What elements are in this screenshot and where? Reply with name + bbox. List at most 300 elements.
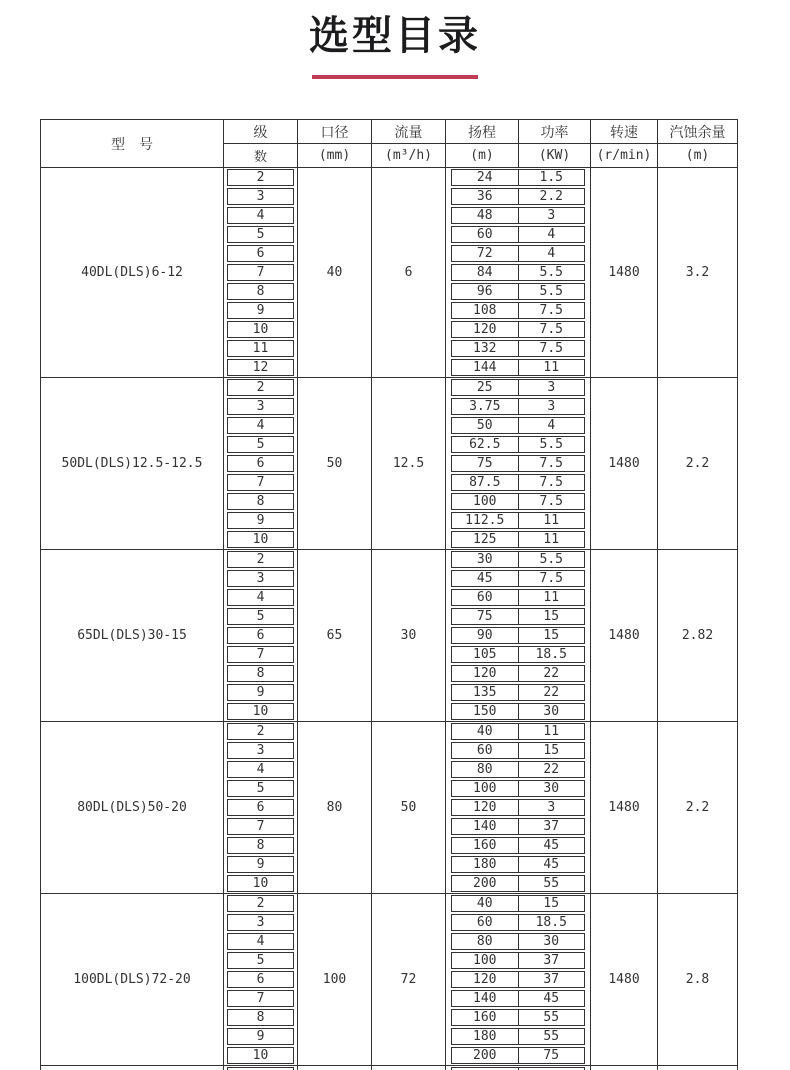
stage-value: 6	[227, 799, 294, 816]
power-value: 2.2	[519, 188, 586, 205]
stage-value: 12	[227, 359, 294, 376]
power-cell	[519, 970, 591, 989]
power-value: 11	[519, 531, 586, 548]
head-cell	[446, 168, 519, 188]
stage-value: 2	[227, 723, 294, 740]
stage-value: 7	[227, 474, 294, 491]
power-value: 11	[519, 359, 586, 376]
stage-value: 7	[227, 818, 294, 835]
power-cell	[519, 951, 591, 970]
stage-cell	[224, 473, 298, 492]
stage-value: 10	[227, 531, 294, 548]
power-value: 15	[519, 742, 586, 759]
head-cell	[446, 550, 519, 570]
stage-value: 4	[227, 761, 294, 778]
head-value: 135	[451, 684, 519, 701]
stage-cell	[224, 378, 298, 398]
stage-cell	[224, 683, 298, 702]
header-npsh-unit: (m)	[658, 144, 738, 168]
diameter-cell: 50	[298, 378, 372, 550]
head-cell	[446, 397, 519, 416]
head-cell	[446, 225, 519, 244]
model-cell: 100DL(DLS)72-20	[41, 894, 224, 1066]
table-header	[41, 120, 738, 168]
power-cell	[519, 607, 591, 626]
power-cell	[519, 1027, 591, 1046]
power-value: 30	[519, 780, 586, 797]
power-cell	[519, 263, 591, 282]
head-cell	[446, 645, 519, 664]
power-value: 4	[519, 226, 586, 243]
stage-cell	[224, 320, 298, 339]
table-row	[41, 168, 738, 188]
power-cell	[519, 569, 591, 588]
stage-value: 5	[227, 952, 294, 969]
stage-cell	[224, 932, 298, 951]
head-cell	[446, 492, 519, 511]
head-cell	[446, 588, 519, 607]
head-value: 100	[451, 952, 519, 969]
stage-cell	[224, 645, 298, 664]
head-cell	[446, 473, 519, 492]
stage-cell	[224, 894, 298, 914]
stage-value: 2	[227, 551, 294, 568]
stage-cell	[224, 989, 298, 1008]
model-section	[41, 550, 738, 722]
stage-value: 8	[227, 493, 294, 510]
head-cell	[446, 358, 519, 378]
power-value: 5.5	[519, 436, 586, 453]
power-value: 3	[519, 799, 586, 816]
head-cell	[446, 798, 519, 817]
head-value: 150	[451, 703, 519, 720]
head-value: 30	[451, 551, 519, 568]
power-cell	[519, 511, 591, 530]
head-cell	[446, 1027, 519, 1046]
head-value: 80	[451, 933, 519, 950]
power-cell	[519, 550, 591, 570]
stage-value: 6	[227, 627, 294, 644]
stage-cell	[224, 301, 298, 320]
head-value: 40	[451, 895, 519, 912]
stage-value: 11	[227, 340, 294, 357]
power-cell	[519, 301, 591, 320]
power-cell	[519, 187, 591, 206]
model-section	[41, 894, 738, 1066]
power-value: 5.5	[519, 264, 586, 281]
power-cell	[519, 454, 591, 473]
head-cell	[446, 989, 519, 1008]
power-value: 37	[519, 952, 586, 969]
flow-cell: 50	[372, 722, 446, 894]
stage-value: 8	[227, 1009, 294, 1026]
head-cell	[446, 530, 519, 550]
page-title: 选型目录	[309, 14, 481, 58]
stage-cell	[224, 817, 298, 836]
head-cell	[446, 244, 519, 263]
model-cell: 65DL(DLS)30-15	[41, 550, 224, 722]
power-cell	[519, 206, 591, 225]
table-row	[41, 722, 738, 742]
stage-value: 5	[227, 780, 294, 797]
stage-value: 8	[227, 665, 294, 682]
npsh-cell: 2.2	[658, 722, 738, 894]
head-value: 120	[451, 321, 519, 338]
stage-cell	[224, 779, 298, 798]
model-cell	[41, 1066, 224, 1070]
header-head: 扬程	[446, 120, 519, 144]
power-cell	[519, 741, 591, 760]
head-value: 160	[451, 1009, 519, 1026]
stage-value: 2	[227, 379, 294, 396]
power-value: 4	[519, 417, 586, 434]
stage-value: 8	[227, 283, 294, 300]
model-cell: 80DL(DLS)50-20	[41, 722, 224, 894]
head-value: 125	[451, 531, 519, 548]
diameter-cell: 40	[298, 168, 372, 378]
stage-value: 6	[227, 455, 294, 472]
power-cell	[519, 645, 591, 664]
head-value: 144	[451, 359, 519, 376]
stage-cell	[224, 836, 298, 855]
power-value: 15	[519, 627, 586, 644]
flow-cell: 12.5	[372, 378, 446, 550]
power-cell	[519, 779, 591, 798]
power-cell	[519, 932, 591, 951]
head-value: 108	[451, 302, 519, 319]
head-cell	[446, 569, 519, 588]
stage-value: 3	[227, 570, 294, 587]
stage-value: 7	[227, 990, 294, 1007]
head-cell	[446, 1066, 519, 1070]
stage-value: 3	[227, 188, 294, 205]
head-value: 200	[451, 1047, 519, 1064]
power-cell	[519, 894, 591, 914]
npsh-cell: 3.2	[658, 168, 738, 378]
head-cell	[446, 1046, 519, 1066]
head-value: 40	[451, 723, 519, 740]
head-cell	[446, 741, 519, 760]
stage-value: 3	[227, 742, 294, 759]
model-cell: 40DL(DLS)6-12	[41, 168, 224, 378]
power-value: 7.5	[519, 302, 586, 319]
stage-value: 5	[227, 226, 294, 243]
header-speed-unit: (r/min)	[591, 144, 658, 168]
speed-cell: 1480	[591, 168, 658, 378]
stage-cell	[224, 454, 298, 473]
stage-value: 9	[227, 512, 294, 529]
head-cell	[446, 282, 519, 301]
stage-cell	[224, 511, 298, 530]
header-diameter: 口径	[298, 120, 372, 144]
stage-cell	[224, 722, 298, 742]
power-value: 1.5	[519, 169, 586, 186]
power-value: 55	[519, 875, 586, 892]
power-cell	[519, 435, 591, 454]
head-value: 60	[451, 589, 519, 606]
stage-cell	[224, 168, 298, 188]
npsh-cell: 2.2	[658, 378, 738, 550]
power-value: 3	[519, 207, 586, 224]
head-value: 120	[451, 665, 519, 682]
model-cell: 50DL(DLS)12.5-12.5	[41, 378, 224, 550]
header-flow: 流量	[372, 120, 446, 144]
power-value: 55	[519, 1028, 586, 1045]
header-power: 功率	[519, 120, 591, 144]
head-value: 80	[451, 761, 519, 778]
head-cell	[446, 855, 519, 874]
head-cell	[446, 874, 519, 894]
power-cell	[519, 1046, 591, 1066]
stage-cell	[224, 550, 298, 570]
head-value: 112.5	[451, 512, 519, 529]
power-cell	[519, 760, 591, 779]
power-cell	[519, 798, 591, 817]
power-cell	[519, 913, 591, 932]
power-cell	[519, 855, 591, 874]
stage-value: 10	[227, 703, 294, 720]
stage-value: 6	[227, 971, 294, 988]
stage-cell	[224, 206, 298, 225]
head-value: 3.75	[451, 398, 519, 415]
head-value: 45	[451, 570, 519, 587]
header-flow-unit: (m³/h)	[372, 144, 446, 168]
power-value: 45	[519, 856, 586, 873]
head-value: 180	[451, 856, 519, 873]
power-value: 7.5	[519, 321, 586, 338]
stage-cell	[224, 282, 298, 301]
stage-cell	[224, 626, 298, 645]
power-value: 18.5	[519, 646, 586, 663]
table-row	[41, 1066, 738, 1070]
head-cell	[446, 894, 519, 914]
head-cell	[446, 836, 519, 855]
power-cell	[519, 588, 591, 607]
stage-value: 4	[227, 417, 294, 434]
power-value: 22	[519, 684, 586, 701]
stage-cell	[224, 741, 298, 760]
stage-value: 3	[227, 914, 294, 931]
head-cell	[446, 339, 519, 358]
head-value: 200	[451, 875, 519, 892]
power-cell	[519, 168, 591, 188]
header-stages-top: 级	[224, 120, 298, 144]
stage-value: 10	[227, 321, 294, 338]
head-cell	[446, 301, 519, 320]
power-value: 4	[519, 245, 586, 262]
stage-value: 9	[227, 856, 294, 873]
head-cell	[446, 206, 519, 225]
stage-cell	[224, 664, 298, 683]
power-cell	[519, 397, 591, 416]
power-value: 11	[519, 589, 586, 606]
power-value: 5.5	[519, 551, 586, 568]
stage-value: 7	[227, 646, 294, 663]
stage-cell	[224, 244, 298, 263]
head-cell	[446, 722, 519, 742]
stage-cell	[224, 225, 298, 244]
power-cell	[519, 244, 591, 263]
stage-cell	[224, 187, 298, 206]
head-value: 180	[451, 1028, 519, 1045]
model-section-partial	[41, 1066, 738, 1070]
header-power-unit: (KW)	[519, 144, 591, 168]
power-value: 5.5	[519, 283, 586, 300]
header-speed: 转速	[591, 120, 658, 144]
stage-cell	[224, 970, 298, 989]
power-value: 11	[519, 723, 586, 740]
head-value: 160	[451, 837, 519, 854]
stage-cell	[224, 855, 298, 874]
power-cell	[519, 1066, 591, 1070]
stage-value: 6	[227, 245, 294, 262]
head-value: 96	[451, 283, 519, 300]
head-value: 105	[451, 646, 519, 663]
table-row	[41, 378, 738, 398]
flow-cell	[372, 1066, 446, 1070]
head-cell	[446, 511, 519, 530]
table-row	[41, 550, 738, 570]
stage-value: 9	[227, 1028, 294, 1045]
power-cell	[519, 473, 591, 492]
power-value: 11	[519, 512, 586, 529]
power-value: 37	[519, 818, 586, 835]
stage-value: 8	[227, 837, 294, 854]
head-value: 75	[451, 455, 519, 472]
speed-cell: 1480	[591, 550, 658, 722]
stage-cell	[224, 874, 298, 894]
speed-cell: 1480	[591, 378, 658, 550]
power-cell	[519, 225, 591, 244]
stage-cell	[224, 1066, 298, 1070]
head-cell	[446, 378, 519, 398]
diameter-cell: 65	[298, 550, 372, 722]
head-cell	[446, 416, 519, 435]
speed-cell: 1480	[591, 894, 658, 1066]
power-cell	[519, 664, 591, 683]
power-cell	[519, 320, 591, 339]
stage-value: 3	[227, 398, 294, 415]
power-value: 7.5	[519, 570, 586, 587]
header-row-labels	[41, 120, 738, 144]
stage-value: 4	[227, 589, 294, 606]
head-cell	[446, 683, 519, 702]
head-value: 87.5	[451, 474, 519, 491]
power-value: 15	[519, 608, 586, 625]
header-diameter-unit: (mm)	[298, 144, 372, 168]
head-cell	[446, 454, 519, 473]
head-value: 25	[451, 379, 519, 396]
power-cell	[519, 1008, 591, 1027]
stage-value: 10	[227, 875, 294, 892]
npsh-cell: 2.8	[658, 894, 738, 1066]
power-value: 30	[519, 703, 586, 720]
stage-cell	[224, 1008, 298, 1027]
head-value: 36	[451, 188, 519, 205]
power-cell	[519, 378, 591, 398]
head-cell	[446, 779, 519, 798]
power-value: 7.5	[519, 493, 586, 510]
stage-value: 7	[227, 264, 294, 281]
power-value: 55	[519, 1009, 586, 1026]
head-value: 50	[451, 417, 519, 434]
head-value: 120	[451, 971, 519, 988]
power-value: 45	[519, 837, 586, 854]
power-cell	[519, 626, 591, 645]
stage-value: 10	[227, 1047, 294, 1064]
head-value: 75	[451, 608, 519, 625]
stage-cell	[224, 913, 298, 932]
head-cell	[446, 760, 519, 779]
head-cell	[446, 702, 519, 722]
head-value: 100	[451, 780, 519, 797]
stage-value: 5	[227, 436, 294, 453]
head-cell	[446, 263, 519, 282]
power-value: 18.5	[519, 914, 586, 931]
stage-cell	[224, 798, 298, 817]
stage-cell	[224, 1027, 298, 1046]
stage-cell	[224, 1046, 298, 1066]
power-cell	[519, 282, 591, 301]
header-head-unit: (m)	[446, 144, 519, 168]
head-cell	[446, 932, 519, 951]
speed-cell: 1480	[591, 722, 658, 894]
stage-value: 5	[227, 608, 294, 625]
npsh-cell: 2.82	[658, 550, 738, 722]
power-cell	[519, 492, 591, 511]
header-npsh: 汽蚀余量	[658, 120, 738, 144]
head-cell	[446, 626, 519, 645]
selection-table	[40, 119, 738, 1070]
head-value: 48	[451, 207, 519, 224]
head-value: 90	[451, 627, 519, 644]
stage-cell	[224, 607, 298, 626]
head-value: 84	[451, 264, 519, 281]
head-cell	[446, 664, 519, 683]
title-underline	[312, 75, 478, 79]
stage-cell	[224, 702, 298, 722]
head-cell	[446, 435, 519, 454]
stage-value: 2	[227, 895, 294, 912]
stage-value: 4	[227, 933, 294, 950]
head-value: 140	[451, 990, 519, 1007]
stage-value: 9	[227, 684, 294, 701]
diameter-cell: 80	[298, 722, 372, 894]
head-cell	[446, 607, 519, 626]
table-row	[41, 894, 738, 914]
diameter-cell: 100	[298, 894, 372, 1066]
flow-cell: 30	[372, 550, 446, 722]
power-value: 7.5	[519, 455, 586, 472]
speed-cell	[591, 1066, 658, 1070]
stage-value: 2	[227, 169, 294, 186]
power-cell	[519, 817, 591, 836]
stage-cell	[224, 358, 298, 378]
power-value: 22	[519, 665, 586, 682]
header-model: 型 号	[41, 120, 224, 168]
stage-cell	[224, 492, 298, 511]
power-cell	[519, 339, 591, 358]
power-value: 37	[519, 971, 586, 988]
stage-cell	[224, 951, 298, 970]
power-value: 45	[519, 990, 586, 1007]
power-cell	[519, 722, 591, 742]
stage-value: 9	[227, 302, 294, 319]
power-cell	[519, 683, 591, 702]
stage-cell	[224, 435, 298, 454]
head-value: 60	[451, 914, 519, 931]
power-cell	[519, 702, 591, 722]
